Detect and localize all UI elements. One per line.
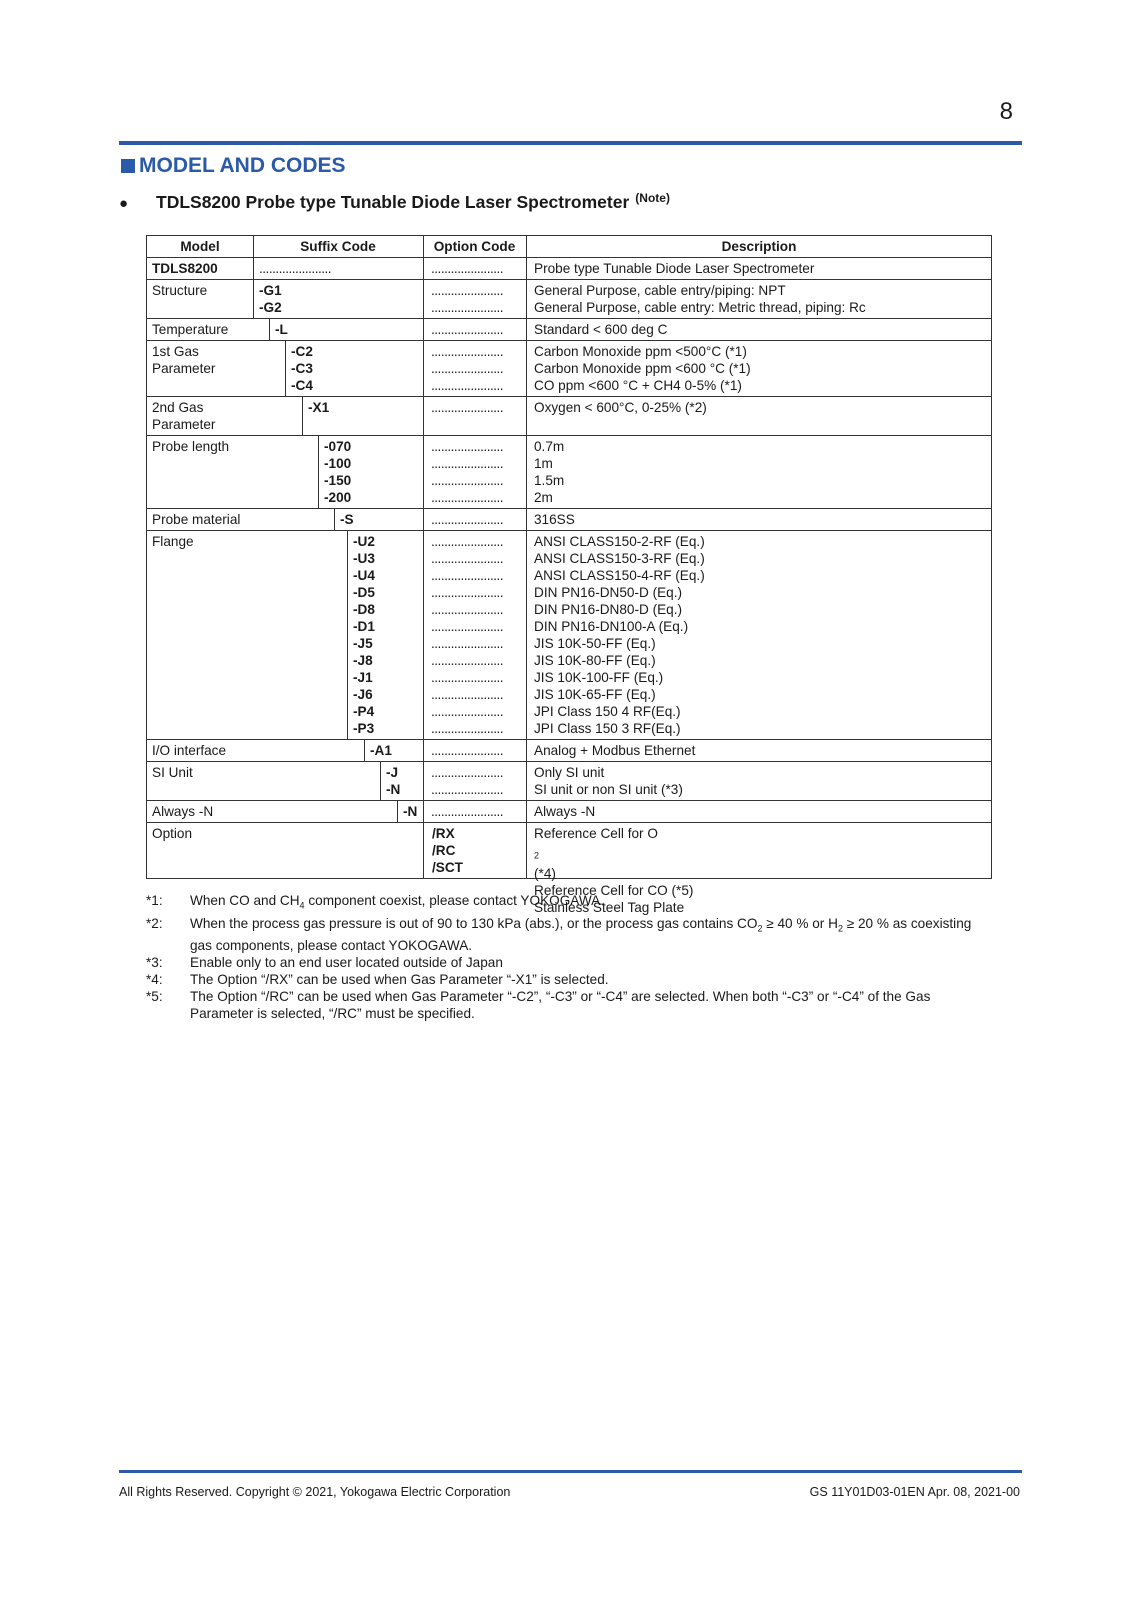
- top-rule: [119, 141, 1022, 145]
- dots: ......................: [431, 804, 504, 819]
- square-bullet-icon: [121, 159, 135, 173]
- row-label: Flange: [152, 534, 194, 549]
- section-title: [121, 154, 346, 178]
- dots: ...................... ...................... ...................... ......................: [431, 439, 504, 505]
- row-description: Always -N: [534, 804, 596, 819]
- bottom-rule: [119, 1470, 1022, 1473]
- table-row: [147, 396, 991, 435]
- suffix-codes: -N: [403, 804, 418, 819]
- row-label: I/O interface: [152, 743, 227, 758]
- suffix-codes: -A1: [370, 743, 392, 758]
- table-row: [147, 530, 991, 739]
- dots: ...................... ......................: [431, 765, 504, 797]
- table-row: [147, 318, 991, 340]
- footer-doc-id: GS 11Y01D03-01EN Apr. 08, 2021-00: [809, 1485, 1020, 1499]
- table-row: [147, 739, 991, 761]
- table-row: [147, 761, 991, 800]
- row-description: ANSI CLASS150-2-RF (Eq.) ANSI CLASS150-3-RF (Eq.) ANSI CLASS150-4-RF (Eq.) DIN PN16-DN50-D (Eq.) DIN PN16-DN80-D (Eq.) DIN PN16-DN100-A (Eq.) JIS 10K-50-FF (Eq.) JIS 10K-80-FF (Eq.) JIS 10K-100-FF (Eq.) JIS 10K-65-FF (Eq.) JPI Class 150 4 RF(Eq.) JPI Class 150 3 RF(Eq.): [534, 534, 705, 736]
- header-model: Model: [180, 239, 220, 254]
- row-label: Probe material: [152, 512, 241, 527]
- footnote: *4: The Option “/RX” can be used when Gas Parameter “-X1” is selected.: [146, 972, 609, 988]
- table-row: [147, 800, 991, 822]
- footnote: *2: When the process gas pressure is out of 90 to 130 kPa (abs.), or the process gas contains $CO_2 \ge 40$ % or $H_2 \ge 20$ % as coexisting gas components, please contact YOKOGAWA.: [146, 915, 972, 954]
- section-title-text: MODEL AND CODES: [139, 154, 346, 177]
- dots: ...................... ...................... ...................... ...................... ...................... ...................... ...................... ...................... ...................... ...................... ...................... ......................: [431, 534, 504, 736]
- footer-copyright: All Rights Reserved. Copyright © 2021, Yokogawa Electric Corporation: [119, 1485, 511, 1499]
- suffix-codes: -G1 -G2: [259, 283, 282, 315]
- model-description: Probe type Tunable Diode Laser Spectrometer: [534, 261, 815, 276]
- dots: ...................... ......................: [431, 283, 504, 315]
- page-number: 8: [999, 98, 1013, 125]
- row-description: Analog + Modbus Ethernet: [534, 743, 696, 758]
- row-label: Structure: [152, 283, 208, 298]
- dots: ......................: [431, 512, 504, 527]
- header-suffix: Suffix Code: [300, 239, 376, 254]
- row-description: 316SS: [534, 512, 575, 527]
- dots: ......................: [431, 322, 504, 337]
- row-label: Always -N: [152, 804, 214, 819]
- table-row: [147, 279, 991, 318]
- suffix-codes: -070 -100 -150 -200: [324, 439, 352, 505]
- row-label: Temperature: [152, 322, 229, 337]
- dots: ......................: [431, 400, 504, 415]
- table-row: [147, 508, 991, 530]
- dots: ......................: [431, 261, 504, 276]
- header-option: Option Code: [433, 239, 516, 254]
- product-note: (Note): [635, 191, 670, 205]
- dots: ......................: [259, 261, 332, 276]
- footnote: *3: Enable only to an end user located outside of Japan: [146, 955, 503, 971]
- suffix-codes: -C2 -C3 -C4: [291, 344, 313, 393]
- row-description: 0.7m 1m 1.5m 2m: [534, 439, 565, 505]
- table-row: [147, 257, 991, 279]
- suffix-codes: -X1: [308, 400, 330, 415]
- model-name: TDLS8200: [152, 261, 218, 276]
- row-description: Standard < 600 deg C: [534, 322, 668, 337]
- row-description: Carbon Monoxide ppm <500°C (*1) Carbon Monoxide ppm <600 °C (*1) CO ppm <600 °C + CH4 0-5% (*1): [534, 344, 751, 393]
- footnote: *5: The Option “/RC” can be used when Gas Parameter “-C2”, “-C3” or “-C4” are selected. When both “-C3” or “-C4” of the Gas Parameter is selected, “/RC” must be specified.: [146, 989, 931, 1022]
- row-label: 2nd Gas Parameter: [152, 400, 216, 432]
- suffix-codes: -S: [340, 512, 354, 527]
- bullet-icon: ●: [119, 195, 129, 212]
- table-row: [147, 340, 991, 396]
- row-label: Option: [152, 826, 193, 841]
- footnote: *1: When CO and $CH_4$ component coexist, please contact YOKOGAWA.: [146, 893, 605, 911]
- dots: ...................... ...................... ......................: [431, 344, 504, 393]
- row-description: General Purpose, cable entry/piping: NPT General Purpose, cable entry: Metric thread, piping: Rc: [534, 283, 866, 315]
- row-label: SI Unit: [152, 765, 193, 780]
- footnotes: [146, 892, 996, 1022]
- option-codes: /RX /RC /SCT: [432, 826, 463, 875]
- row-description: Oxygen < 600°C, 0-25% (*2): [534, 400, 707, 415]
- suffix-codes: -L: [275, 322, 288, 337]
- row-description: Reference Cell for O $_2$ (*4) Reference Cell for CO (*5) Stainless Steel Tag Plate: [534, 826, 694, 915]
- suffix-codes: -U2 -U3 -U4 -D5 -D8 -D1 -J5 -J8 -J1 -J6 -P4 -P3: [353, 534, 375, 736]
- header-description: Description: [721, 239, 797, 254]
- row-label: Probe length: [152, 439, 230, 454]
- product-title: [119, 192, 670, 213]
- row-description: Only SI unit SI unit or non SI unit (*3): [534, 765, 683, 797]
- table-row: [147, 435, 991, 508]
- table-header-row: [147, 236, 991, 257]
- product-title-text: TDLS8200 Probe type Tunable Diode Laser Spectrometer: [156, 192, 630, 212]
- suffix-codes: -J -N: [386, 765, 401, 797]
- row-label: 1st Gas Parameter: [152, 344, 216, 376]
- dots: ......................: [431, 743, 504, 758]
